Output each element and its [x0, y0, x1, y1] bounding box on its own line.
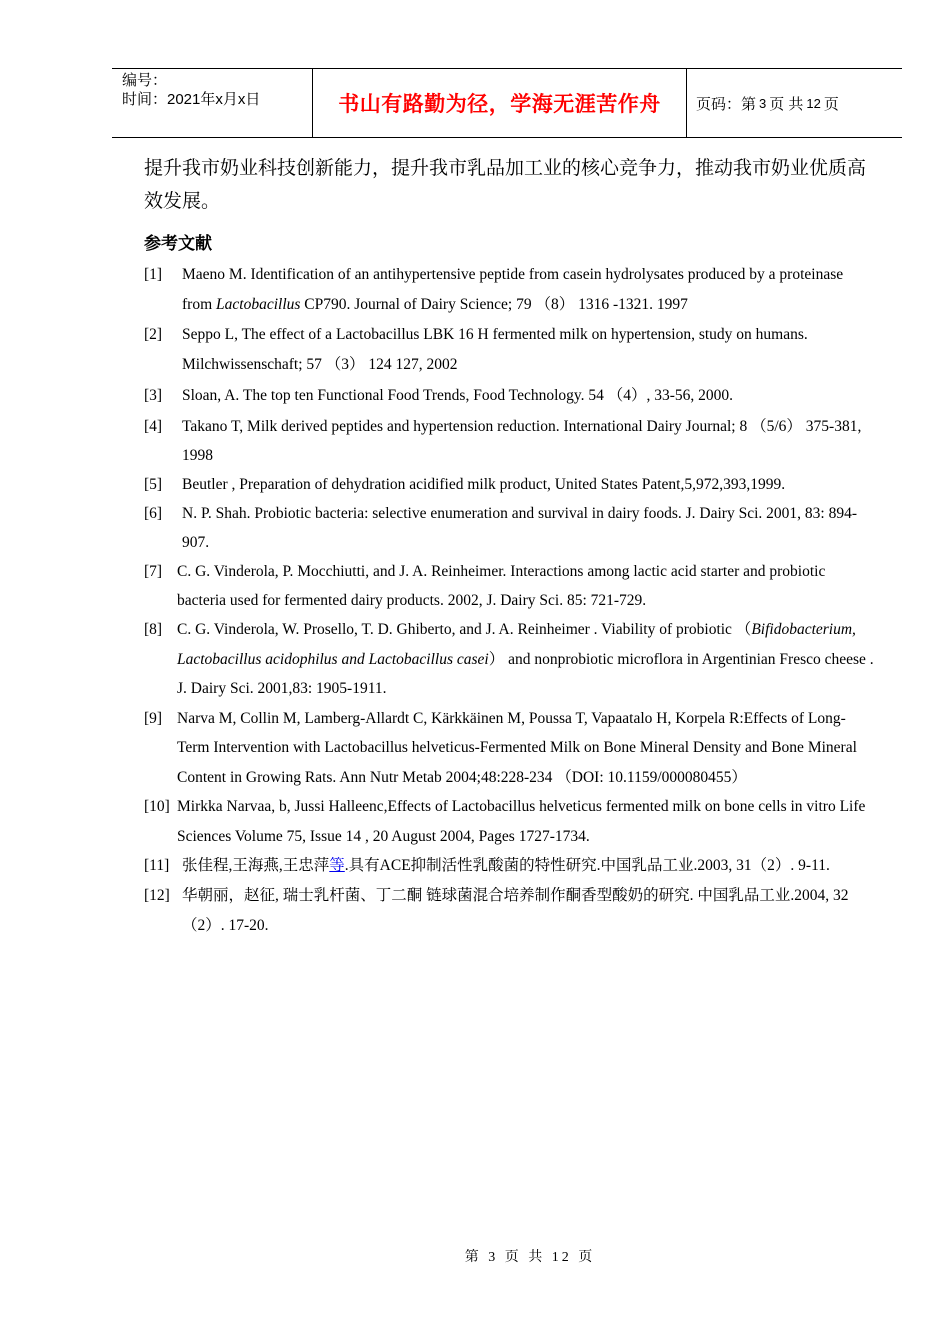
number-label: 编号：: [122, 72, 168, 89]
reference-number: [11]: [144, 857, 170, 874]
reference-list: [144, 260, 874, 941]
reference-number: [12]: [144, 886, 170, 904]
reference-number: [3]: [144, 387, 163, 404]
reference-item: [144, 320, 874, 380]
reference-text: CP790. Journal of Dairy Science; 79 （8） 1316 -1321. 1997: [300, 296, 688, 313]
references-heading: 参考文献: [144, 234, 212, 254]
reference-item: [144, 881, 874, 941]
reference-item: [144, 704, 874, 793]
time-label: 时间：2021年x月x日: [122, 91, 261, 108]
reference-item: [144, 557, 874, 615]
reference-text: Sloan, A. The top ten Functional Food Trends, Food Technology. 54 （4）, 33-56, 2000.: [182, 387, 734, 404]
page-suffix: 页: [823, 95, 839, 113]
reference-item: [144, 412, 874, 470]
reference-number: [4]: [144, 418, 163, 435]
reference-item: [144, 615, 874, 704]
reference-link[interactable]: 等: [329, 857, 345, 874]
reference-number: [8]: [144, 621, 163, 638]
reference-italic: Lactobacillus: [216, 296, 301, 313]
page-total: 12: [806, 95, 821, 111]
reference-text: C. G. Vinderola, W. Prosello, T. D. Ghiberto, and J. A. Reinheimer . Viability of probiotic （: [177, 621, 752, 638]
reference-item: [144, 499, 874, 557]
reference-text: Mirkka Narvaa, b, Jussi Halleenc,Effects of Lactobacillus helveticus fermented milk on bone cells in vitro Life Sciences Volume 75, Issue 14 , 20 August 2004, Pages 1727-1734.: [177, 798, 866, 845]
reference-number: [1]: [144, 266, 163, 283]
reference-number: [7]: [144, 563, 163, 580]
header-page-cell: [687, 69, 902, 137]
reference-text: Seppo L, The effect of a Lactobacillus LBK 16 H fermented milk on hypertension, study on humans. Milchwissenschaft; 57 （3） 124 127, 2002: [182, 326, 808, 373]
reference-text: Narva M, Collin M, Lamberg-Allardt C, Kärkkäinen M, Poussa T, Vapaatalo H, Korpela R:Effects of Long-Term Intervention with Lactobacillus helveticus-Fermented Milk on Bone Mineral Density and Bone Mineral Content in Growing Rats. Ann Nutr Metab 2004;48:228-234 （DOI: 10.1159/000080455）: [177, 709, 857, 786]
intro-paragraph: 提升我市奶业科技创新能力，提升我市乳品加工业的核心竞争力，推动我市奶业优质高效发展。: [144, 158, 867, 212]
footer-page-number: 第 3 页 共 12 页: [464, 1250, 596, 1265]
header-info-cell: [112, 69, 313, 137]
reference-text: 华朝丽，赵征, 瑞士乳杆菌、丁二酮 链球菌混合培养制作酮香型酸奶的研究. 中国乳品工业.2004, 32（2）. 17-20.: [182, 886, 849, 934]
reference-number: [9]: [144, 709, 163, 727]
reference-number: [5]: [144, 476, 163, 493]
reference-item: [144, 381, 874, 411]
reference-number: [6]: [144, 505, 163, 522]
page-mid: 页 共: [769, 95, 804, 113]
reference-item: [144, 851, 874, 881]
page-prefix: 页码：第: [696, 95, 757, 113]
reference-text: C. G. Vinderola, P. Mocchiutti, and J. A. Reinheimer. Interactions among lactic acid starter and probiotic bacteria used for fermented dairy products. 2002, J. Dairy Sci. 85: 721-729.: [177, 563, 826, 609]
page-number: 3: [759, 95, 767, 111]
reference-text: .具有ACE抑制活性乳酸菌的特性研究.中国乳品工业.2003, 31（2）. 9-11.: [344, 857, 830, 874]
reference-item: [144, 470, 874, 499]
reference-item: [144, 260, 874, 320]
reference-text: N. P. Shah. Probiotic bacteria: selective enumeration and survival in dairy foods. J. Dairy Sci. 2001, 83: 894-907.: [182, 505, 857, 551]
motto: 书山有路勤为径，学海无涯苦作舟: [338, 92, 661, 116]
reference-item: [144, 792, 874, 851]
reference-text: Maeno M. Identification of an antihypertensive peptide from casein hydrolysates produced by a proteinase from: [182, 266, 844, 313]
reference-number: [2]: [144, 326, 163, 343]
reference-number: [10]: [144, 798, 170, 815]
reference-text: ） and nonprobiotic microflora in Argentinian Fresco cheese . J. Dairy Sci. 2001,83: 1905-1911.: [177, 650, 874, 697]
reference-text: Beutler , Preparation of dehydration acidified milk product, United States Patent,5,972,393,1999.: [182, 476, 786, 493]
header-motto-cell: [313, 69, 687, 137]
page-footer: [0, 1246, 950, 1266]
reference-text: 张佳程,王海燕,王忠萍: [182, 857, 330, 874]
page-header: [112, 68, 902, 138]
reference-italic: Bifidobacterium, Lactobacillus acidophilus and Lactobacillus casei: [177, 621, 856, 668]
reference-text: Takano T, Milk derived peptides and hypertension reduction. International Dairy Journal; 8 （5/6） 375-381, 1998: [182, 418, 862, 464]
